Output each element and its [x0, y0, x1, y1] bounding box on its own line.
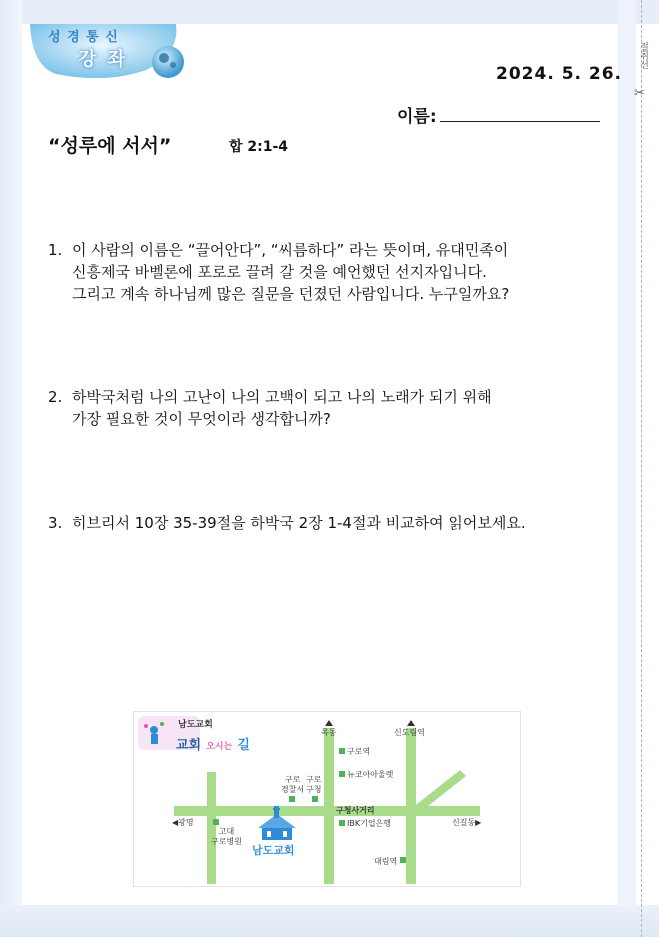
map-label-church: 남도교회 — [252, 844, 295, 857]
scissors-icon: ✂ — [634, 86, 645, 101]
map-label-hospital: 고대 구로병원 — [211, 827, 242, 846]
map-label-ibk: IBK기업은행 — [347, 819, 392, 828]
question-2 — [48, 386, 492, 430]
question-1 — [48, 239, 509, 305]
map-label-intersection: 구청사거리 — [336, 806, 375, 815]
date: 2024. 5. 26. — [496, 64, 623, 84]
cut-line — [641, 0, 642, 937]
map-church-small: 남도교회 — [178, 720, 213, 730]
page-frame-bottom — [0, 905, 659, 937]
map-heading-main: 교회 — [176, 738, 202, 753]
page-frame-right — [618, 0, 636, 937]
course-logo — [26, 24, 186, 82]
map-label-daerim: 대림역 — [374, 857, 398, 866]
logo-top-text: 성 경 통 신 — [48, 30, 119, 45]
question-line: 가장 필요한 것이 무엇이라 생각합니까? — [72, 410, 331, 428]
question-line: 하박국처럼 나의 고난이 나의 고백이 되고 나의 노래가 되기 위해 — [72, 388, 492, 406]
question-number: 3. — [48, 514, 63, 532]
church-directions-map — [133, 711, 521, 887]
map-label-gwangmyeong: ◀광명 — [172, 818, 194, 827]
question-number: 2. — [48, 388, 63, 406]
question-line: 신흥제국 바벨론에 포로로 끌려 갈 것을 예언했던 선지자입니다. — [72, 263, 487, 281]
name-label: 이름: — [397, 107, 437, 127]
cut-label: 절취선 — [638, 42, 648, 69]
map-label-guro-office: 구로 구청 — [306, 775, 322, 794]
map-label-singil: 신길동▶ — [452, 818, 482, 827]
map-heading-sub: 오시는 — [206, 742, 233, 752]
question-line: 이 사람의 이름은 “끌어안다”, “씨름하다” 라는 뜻이며, 유대민족이 — [72, 241, 509, 259]
bible-reference: 합 2:1-4 — [229, 139, 289, 155]
question-line: 그리고 계속 하나님께 많은 질문을 던졌던 사람입니다. 누구일까요? — [72, 285, 510, 303]
map-heading-end: 길 — [237, 738, 250, 753]
map-heading — [176, 734, 250, 753]
name-field-line[interactable] — [440, 121, 600, 122]
lesson-title: “성루에 서서” — [48, 135, 172, 157]
page-frame-left — [0, 0, 22, 937]
map-label-guro-station: 구로역 — [347, 747, 371, 756]
map-label-guro-police: 구로 경찰서 — [281, 775, 305, 794]
logo-bottom-text: 강 좌 — [78, 48, 128, 70]
map-label-mokdong: 목동 — [321, 728, 337, 737]
map-label-newcore: 뉴코아아울렛 — [347, 770, 394, 779]
question-3 — [48, 512, 526, 534]
map-label-sindorim: 신도림역 — [394, 728, 425, 737]
question-number: 1. — [48, 241, 63, 259]
page-frame-top — [0, 0, 659, 24]
question-line: 히브리서 10장 35-39절을 하박국 2장 1-4절과 비교하여 읽어보세요. — [72, 514, 526, 532]
